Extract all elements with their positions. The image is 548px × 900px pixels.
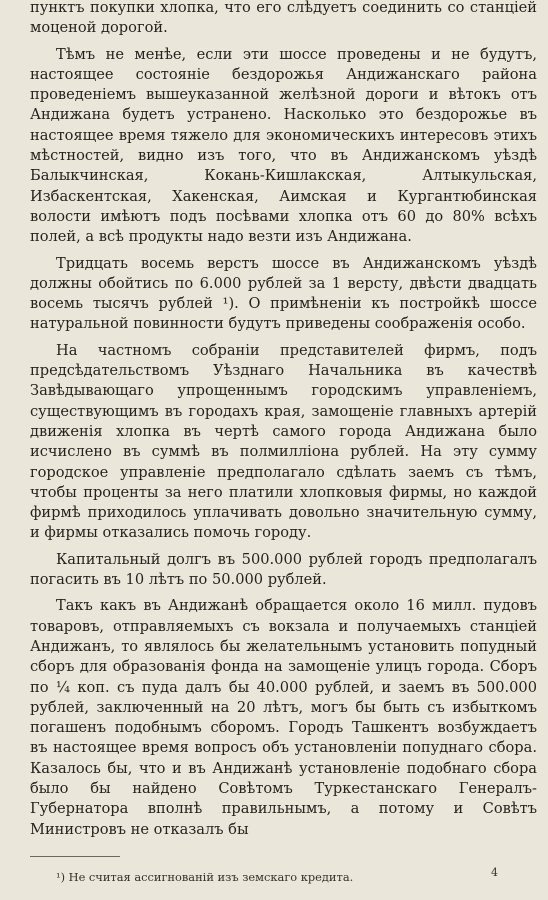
paragraph-1: пунктъ покупки хлопка, что его слѣдуетъ соединить со станціей моценой дорогой. — [30, 0, 537, 37]
paragraph-2: Тѣмъ не менѣе, если эти шоссе проведены и не будутъ, настоящее состояніе бездорожья Андижанскаго района проведеніемъ вышеуказанной желѣзной дороги и вѣтокъ отъ Андижана будетъ устранено. Насколько это бездорожье въ настоящее время тяжело для экономическихъ интересовъ этихъ мѣстностей, видно изъ того, что въ Андижанскомъ уѣздѣ Балыкчинская, Кокань-Кишлакская, Алтыкульская, Избаскентская, Хакенская, Аимская и Кургантюбинская волости имѣютъ подъ посѣвами хлопка отъ 60 до 80% всѣхъ полей, а всѣ продукты надо везти изъ Андижана. — [30, 45, 537, 246]
paragraph-4: На частномъ собраніи представителей фирмъ, подъ предсѣдательствомъ Уѣзднаго Начальника въ качествѣ Завѣдывающаго упрощеннымъ городскимъ управленіемъ, существующимъ въ городахъ края, замощеніе главныхъ артерій движенія хлопка въ чертѣ самого города Андижана было исчислено въ суммѣ въ полмилліона рублей. На эту сумму городское управленіе предполагало сдѣлать заемъ съ тѣмъ, чтобы проценты за него платили хлопковыя фирмы, но каждой фирмѣ приходилось уплачивать довольно значительную сумму, и фирмы отказались помочь городу. — [30, 341, 537, 542]
footnote: ¹) Не считая ассигнованій изъ земскаго кредита. — [56, 870, 354, 884]
footnote-divider — [30, 856, 120, 857]
paragraph-6: Такъ какъ въ Андижанѣ обращается около 16 милл. пудовъ товаровъ, отправляемыхъ съ вокзала и получаемыхъ станціей Андижанъ, то являлось бы желательнымъ установить попудный сборъ для образованія фонда на замощеніе улицъ города. Сборъ по ¼ коп. съ пуда далъ бы 40.000 рублей, и заемъ въ 500.000 рублей, заключенный на 20 лѣтъ, могъ бы быть съ избыткомъ погашенъ подобнымъ сборомъ. Городъ Ташкентъ возбуждаетъ въ настоящее время вопросъ объ установленіи попуднаго сбора. Казалось бы, что и въ Андижанѣ установленіе подобнаго сбора было бы найдено Совѣтомъ Туркестанскаго Генералъ-Губернатора вполнѣ правильнымъ, а потому и Совѣтъ Министровъ не отказалъ бы — [30, 597, 537, 838]
body-text — [30, 0, 537, 840]
page-number: 4 — [491, 866, 498, 879]
paragraph-5: Капитальный долгъ въ 500.000 рублей городъ предполагалъ погасить въ 10 лѣтъ по 50.000 рублей. — [30, 550, 537, 589]
paragraph-3: Тридцать восемь верстъ шоссе въ Андижанскомъ уѣздѣ должны обойтись по 6.000 рублей за 1 версту, двѣсти двадцать восемь тысячъ рублей ¹). О примѣненіи къ постройкѣ шоссе натуральной повинности будутъ приведены соображенія особо. — [30, 254, 537, 333]
